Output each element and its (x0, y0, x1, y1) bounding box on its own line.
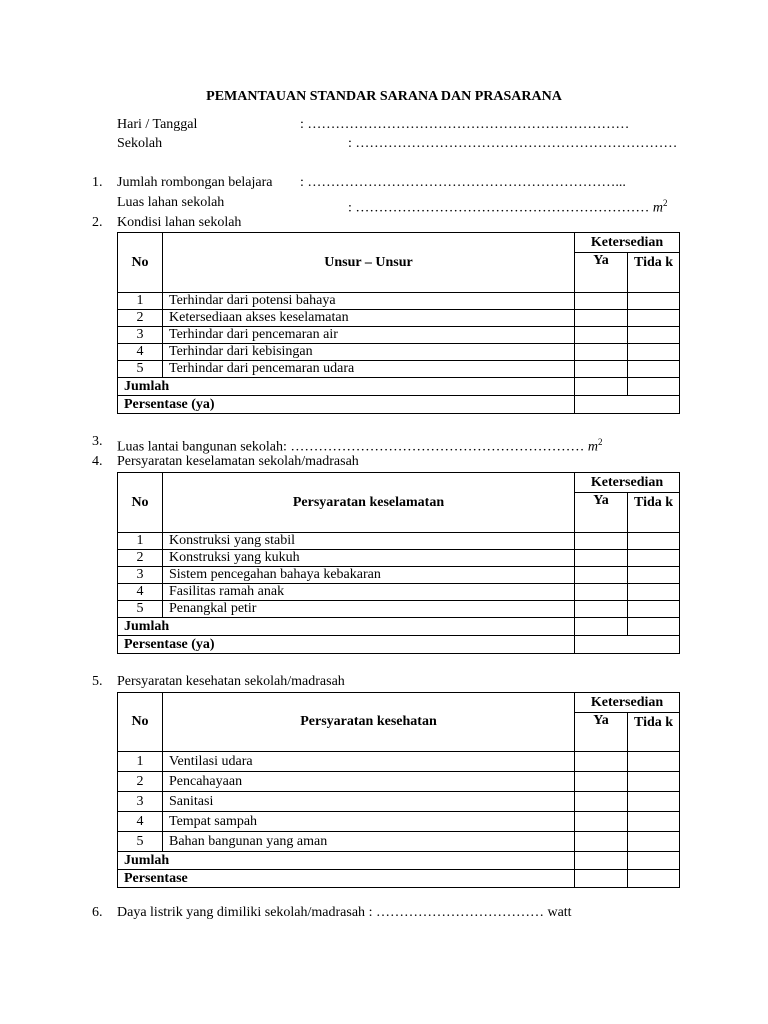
cell-tidak[interactable] (628, 344, 680, 361)
cell-ya[interactable] (575, 378, 628, 396)
row-text: Sistem pencegahan bahaya kebakaran (163, 567, 575, 584)
cell-ya[interactable] (575, 852, 628, 870)
luas-lantai-unit-sup: 2 (598, 437, 603, 447)
table-row (118, 567, 680, 584)
jumlah-row (118, 852, 680, 870)
sekolah-label: Sekolah (117, 136, 163, 151)
col-tidak: Tida k (628, 253, 680, 293)
row-no: 2 (118, 310, 163, 327)
item-3-number: 3. (92, 434, 103, 449)
table-row (118, 772, 680, 792)
cell-tidak[interactable] (628, 601, 680, 618)
daya-listrik-unit: watt (547, 905, 572, 920)
row-no: 2 (118, 772, 163, 792)
row-text: Terhindar dari pencemaran air (163, 327, 575, 344)
cell-tidak[interactable] (628, 852, 680, 870)
row-no: 4 (118, 812, 163, 832)
row-no: 3 (118, 567, 163, 584)
row-no: 5 (118, 832, 163, 852)
persentase-row (118, 870, 680, 888)
row-text: Tempat sampah (163, 812, 575, 832)
item-6-number: 6. (92, 905, 103, 920)
item-1-number: 1. (92, 175, 103, 190)
cell-ya[interactable] (575, 792, 628, 812)
row-text: Pencahayaan (163, 772, 575, 792)
cell-ya[interactable] (575, 567, 628, 584)
persentase-row (118, 636, 680, 654)
col-ya: Ya (575, 253, 628, 293)
row-text: Bahan bangunan yang aman (163, 832, 575, 852)
luas-lahan-dots: : ……………………………………………………… (348, 200, 650, 216)
kesehatan-table (117, 692, 680, 888)
jumlah-row (118, 618, 680, 636)
rombel-field[interactable]: : …………………………………………………………... (300, 175, 626, 190)
persentase-row (118, 396, 680, 414)
row-no: 3 (118, 327, 163, 344)
row-text: Ketersediaan akses keselamatan (163, 310, 575, 327)
hari-tanggal-label: Hari / Tanggal (117, 117, 198, 132)
luas-lahan-field[interactable] (348, 194, 668, 218)
cell-ya[interactable] (575, 601, 628, 618)
daya-listrik-field[interactable]: : ……………………………… (368, 905, 544, 920)
table-row (118, 752, 680, 772)
cell-ya[interactable] (575, 533, 628, 550)
daya-listrik-text: Daya listrik yang dimiliki sekolah/madrasah (117, 905, 366, 920)
cell-ya[interactable] (575, 293, 628, 310)
cell-tidak[interactable] (628, 752, 680, 772)
cell-ya[interactable] (575, 832, 628, 852)
jumlah-row (118, 378, 680, 396)
daya-listrik-label (117, 904, 572, 922)
kesehatan-label: Persyaratan kesehatan sekolah/madrasah (117, 674, 345, 689)
table-row (118, 601, 680, 618)
row-text: Fasilitas ramah anak (163, 584, 575, 601)
table-row (118, 310, 680, 327)
cell-tidak[interactable] (628, 832, 680, 852)
cell-tidak[interactable] (628, 293, 680, 310)
cell-ya[interactable] (575, 752, 628, 772)
luas-lantai-unit: m (587, 439, 599, 455)
cell-ya[interactable] (575, 812, 628, 832)
col-no: No (118, 473, 163, 533)
col-tidak: Tida k (628, 713, 680, 752)
cell-ya[interactable] (575, 870, 628, 888)
col-ya: Ya (575, 713, 628, 752)
cell-ya[interactable] (575, 584, 628, 601)
cell-tidak[interactable] (628, 584, 680, 601)
sekolah-field[interactable]: : …………………………………………………………… (348, 136, 678, 151)
kondisi-lahan-table (117, 232, 680, 414)
row-no: 5 (118, 361, 163, 378)
col-persyaratan: Persyaratan kesehatan (163, 693, 575, 752)
cell-tidak[interactable] (628, 812, 680, 832)
luas-lahan-unit: m (652, 200, 664, 216)
col-unsur: Unsur – Unsur (163, 233, 575, 293)
jumlah-label: Jumlah (118, 852, 575, 870)
persentase-label: Persentase (ya) (118, 396, 575, 414)
row-no: 3 (118, 792, 163, 812)
item-4-number: 4. (92, 454, 103, 469)
row-text: Penangkal petir (163, 601, 575, 618)
hari-tanggal-field[interactable]: : …………………………………………………………… (300, 117, 630, 132)
col-tidak: Tida k (628, 493, 680, 533)
cell-ya[interactable] (575, 550, 628, 567)
keselamatan-label: Persyaratan keselamatan sekolah/madrasah (117, 454, 359, 469)
jumlah-label: Jumlah (118, 378, 575, 396)
row-no: 4 (118, 344, 163, 361)
col-ya: Ya (575, 493, 628, 533)
page-title: PEMANTAUAN STANDAR SARANA DAN PRASARANA (206, 89, 562, 104)
table-row (118, 584, 680, 601)
cell-tidak[interactable] (628, 792, 680, 812)
cell-tidak[interactable] (628, 310, 680, 327)
cell-tidak[interactable] (628, 361, 680, 378)
cell-ya[interactable] (575, 361, 628, 378)
col-ketersedian: Ketersedian (575, 693, 680, 713)
luas-lantai-text: Luas lantai bangunan sekolah (117, 439, 284, 455)
luas-lahan-label: Luas lahan sekolah (117, 195, 225, 210)
row-text: Terhindar dari kebisingan (163, 344, 575, 361)
col-ketersedian: Ketersedian (575, 473, 680, 493)
table-row (118, 293, 680, 310)
cell-tidak[interactable] (628, 327, 680, 344)
table-row (118, 533, 680, 550)
item-5-number: 5. (92, 674, 103, 689)
luas-lantai-field[interactable]: : ……………………………………………………… (283, 439, 585, 455)
row-no: 1 (118, 752, 163, 772)
table-row (118, 344, 680, 361)
row-text: Konstruksi yang kukuh (163, 550, 575, 567)
table-row (118, 812, 680, 832)
persentase-label: Persentase (ya) (118, 636, 575, 654)
row-no: 1 (118, 533, 163, 550)
cell-ya[interactable] (575, 344, 628, 361)
col-no: No (118, 693, 163, 752)
cell-ya[interactable] (575, 327, 628, 344)
cell-tidak[interactable] (628, 618, 680, 636)
table-row (118, 832, 680, 852)
cell-tidak[interactable] (628, 550, 680, 567)
row-text: Sanitasi (163, 792, 575, 812)
table-row (118, 792, 680, 812)
cell-tidak[interactable] (628, 567, 680, 584)
cell-tidak[interactable] (628, 533, 680, 550)
row-no: 1 (118, 293, 163, 310)
cell-ya[interactable] (575, 772, 628, 792)
col-persyaratan: Persyaratan keselamatan (163, 473, 575, 533)
cell-persentase[interactable] (575, 396, 680, 414)
row-no: 5 (118, 601, 163, 618)
row-text: Ventilasi udara (163, 752, 575, 772)
table-row (118, 361, 680, 378)
row-no: 4 (118, 584, 163, 601)
persentase-label: Persentase (118, 870, 575, 888)
kondisi-lahan-label: Kondisi lahan sekolah (117, 215, 242, 230)
rombel-label: Jumlah rombongan belajara (117, 175, 273, 190)
table-row (118, 327, 680, 344)
cell-ya[interactable] (575, 310, 628, 327)
keselamatan-table (117, 472, 680, 654)
luas-lahan-unit-sup: 2 (663, 198, 668, 208)
jumlah-label: Jumlah (118, 618, 575, 636)
cell-tidak[interactable] (628, 870, 680, 888)
col-no: No (118, 233, 163, 293)
row-text: Terhindar dari potensi bahaya (163, 293, 575, 310)
row-no: 2 (118, 550, 163, 567)
cell-ya[interactable] (575, 618, 628, 636)
item-2-number: 2. (92, 215, 103, 230)
cell-tidak[interactable] (628, 772, 680, 792)
row-text: Terhindar dari pencemaran udara (163, 361, 575, 378)
row-text: Konstruksi yang stabil (163, 533, 575, 550)
table-row (118, 550, 680, 567)
col-ketersedian: Ketersedian (575, 233, 680, 253)
cell-persentase[interactable] (575, 636, 680, 654)
cell-tidak[interactable] (628, 378, 680, 396)
